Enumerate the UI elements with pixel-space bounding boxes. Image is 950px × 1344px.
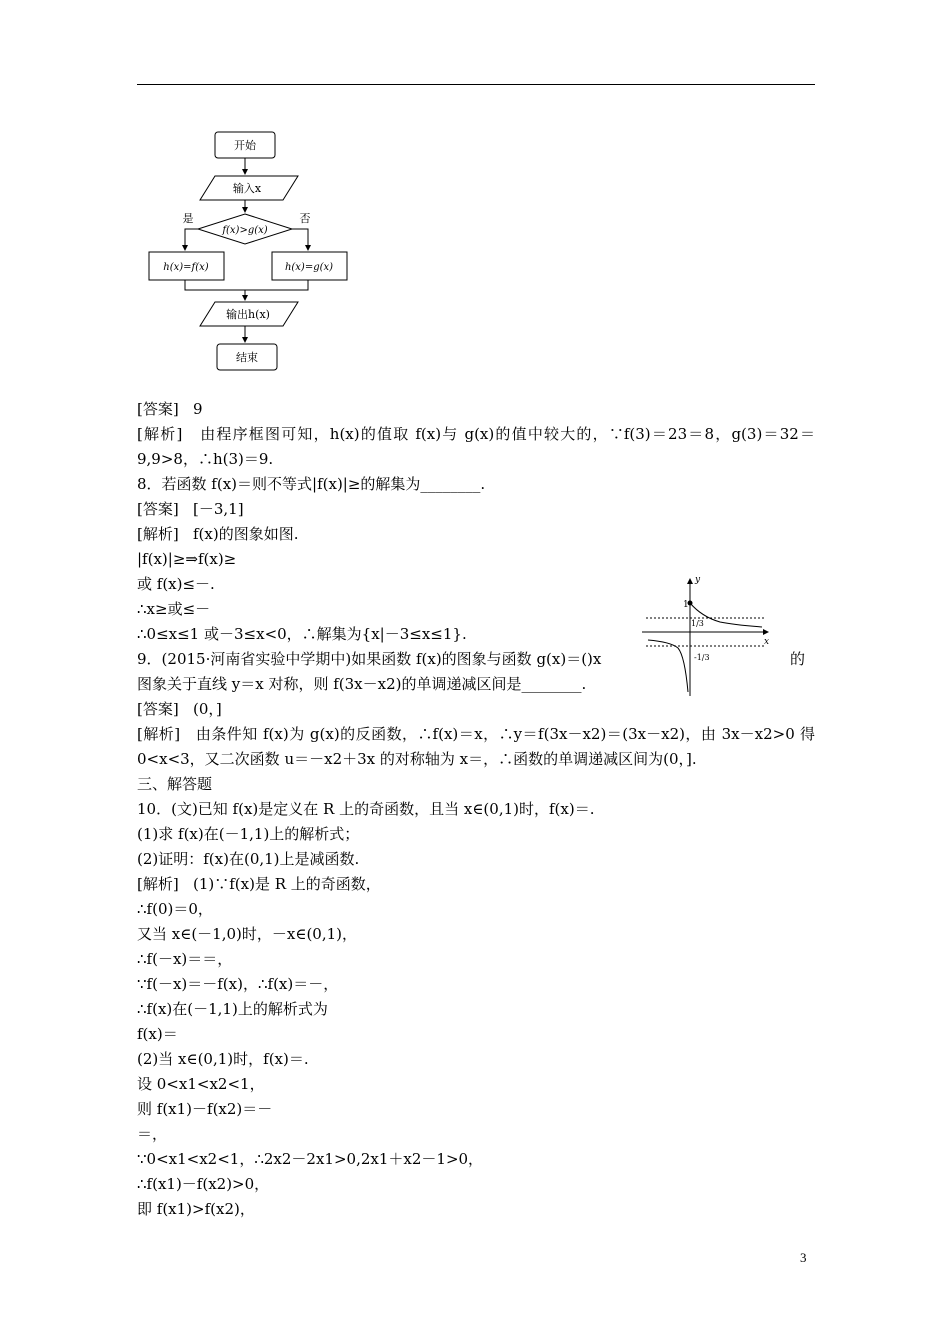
right-box-label: h(x)=g(x) xyxy=(284,262,334,273)
left-box-label: h(x)=f(x) xyxy=(163,262,209,273)
page-number: 3 xyxy=(800,1250,807,1265)
output-label: 输出h(x) xyxy=(226,308,270,321)
text-line: [答案] 9 xyxy=(137,400,203,418)
text-line: ∵f(－x)＝－f(x)，∴f(x)＝－， xyxy=(137,975,339,993)
text-line: 10．(文)已知 f(x)是定义在 R 上的奇函数，且当 x∈(0,1)时，f(x)＝. xyxy=(137,800,595,818)
text-line: ∴f(x)在(－1,1)上的解析式为 xyxy=(137,1000,328,1018)
text-line: 9,9>8，∴h(3)＝9. xyxy=(137,450,274,468)
text-line-tail: 的 xyxy=(790,650,806,668)
start-label: 开始 xyxy=(234,139,256,152)
text-line: ∴f(0)＝0， xyxy=(137,900,213,918)
text-line: 或 f(x)≤－. xyxy=(137,575,215,593)
text-line: 则 f(x1)－f(x2)＝－ xyxy=(137,1100,273,1118)
text-line: f(x)＝ xyxy=(137,1025,178,1043)
curve-left xyxy=(648,640,688,692)
text-line: ∴x≥或≤－ xyxy=(137,600,211,618)
input-label: 输入x xyxy=(232,182,262,195)
text-line: [答案] [－3,1] xyxy=(137,500,244,518)
decision-label: f(x)>g(x) xyxy=(222,225,268,236)
text-line: (2)当 x∈(0,1)时，f(x)＝. xyxy=(137,1050,309,1068)
text-line: (2)证明：f(x)在(0,1)上是减函数. xyxy=(137,850,360,868)
text-line: ∴f(x1)－f(x2)>0， xyxy=(137,1175,270,1193)
text-line: [答案] (0，] xyxy=(137,700,222,718)
flowchart-figure xyxy=(140,126,355,376)
text-line: [解析] 由条件知 f(x)为 g(x)的反函数，∴f(x)＝x，∴y＝f(3x－x2)＝(3x－x2)，由 3x－x2>0 得 xyxy=(137,725,815,743)
no-label: 否 xyxy=(299,212,311,225)
tick-third: 1/3 xyxy=(691,619,704,628)
tick-neg-third: -1/3 xyxy=(694,653,710,662)
text-line: [解析] (1)∵f(x)是 R 上的奇函数， xyxy=(137,875,381,893)
text-line: (1)求 f(x)在(－1,1)上的解析式； xyxy=(137,825,360,843)
text-line: 8．若函数 f(x)＝则不等式|f(x)|≥的解集为________. xyxy=(137,475,486,493)
text-line: ∴f(－x)＝＝， xyxy=(137,950,233,968)
x-axis-label: x xyxy=(764,637,770,647)
header-rule xyxy=(137,84,815,85)
y-axis-label: y xyxy=(695,575,701,585)
text-line: 又当 x∈(－1,0)时，－x∈(0,1)， xyxy=(137,925,358,943)
text-line: ∴0≤x≤1 或－3≤x<0，∴解集为{x|－3≤x≤1}. xyxy=(137,625,467,643)
section-heading: 三、解答题 xyxy=(137,775,213,793)
tick-one: 1 xyxy=(683,600,689,610)
end-label: 结束 xyxy=(236,351,258,364)
function-graph-figure xyxy=(640,574,780,698)
text-line: 0<x<3，又二次函数 u＝－x2＋3x 的对称轴为 x＝，∴函数的单调递减区间为(0，]. xyxy=(137,750,697,768)
text-line: 图象关于直线 y＝x 对称，则 f(3x－x2)的单调递减区间是________. xyxy=(137,675,587,693)
text-line: [解析] f(x)的图象如图. xyxy=(137,525,299,543)
text-line: ＝， xyxy=(137,1125,168,1143)
text-line: 9．(2015·河南省实验中学期中)如果函数 f(x)的图象与函数 g(x)＝()x xyxy=(137,650,602,668)
yes-label: 是 xyxy=(182,212,194,225)
text-line: 即 f(x1)>f(x2)， xyxy=(137,1200,255,1218)
text-line: [解析] 由程序框图可知，h(x)的值取 f(x)与 g(x)的值中较大的，∵f(3)＝23＝8，g(3)＝32＝ xyxy=(137,425,815,443)
text-line: |f(x)|≥⇒f(x)≥ xyxy=(137,550,237,568)
text-line: 设 0<x1<x2<1， xyxy=(137,1075,265,1093)
text-line: ∵0<x1<x2<1，∴2x2－2x1>0,2x1＋x2－1>0， xyxy=(137,1150,484,1168)
